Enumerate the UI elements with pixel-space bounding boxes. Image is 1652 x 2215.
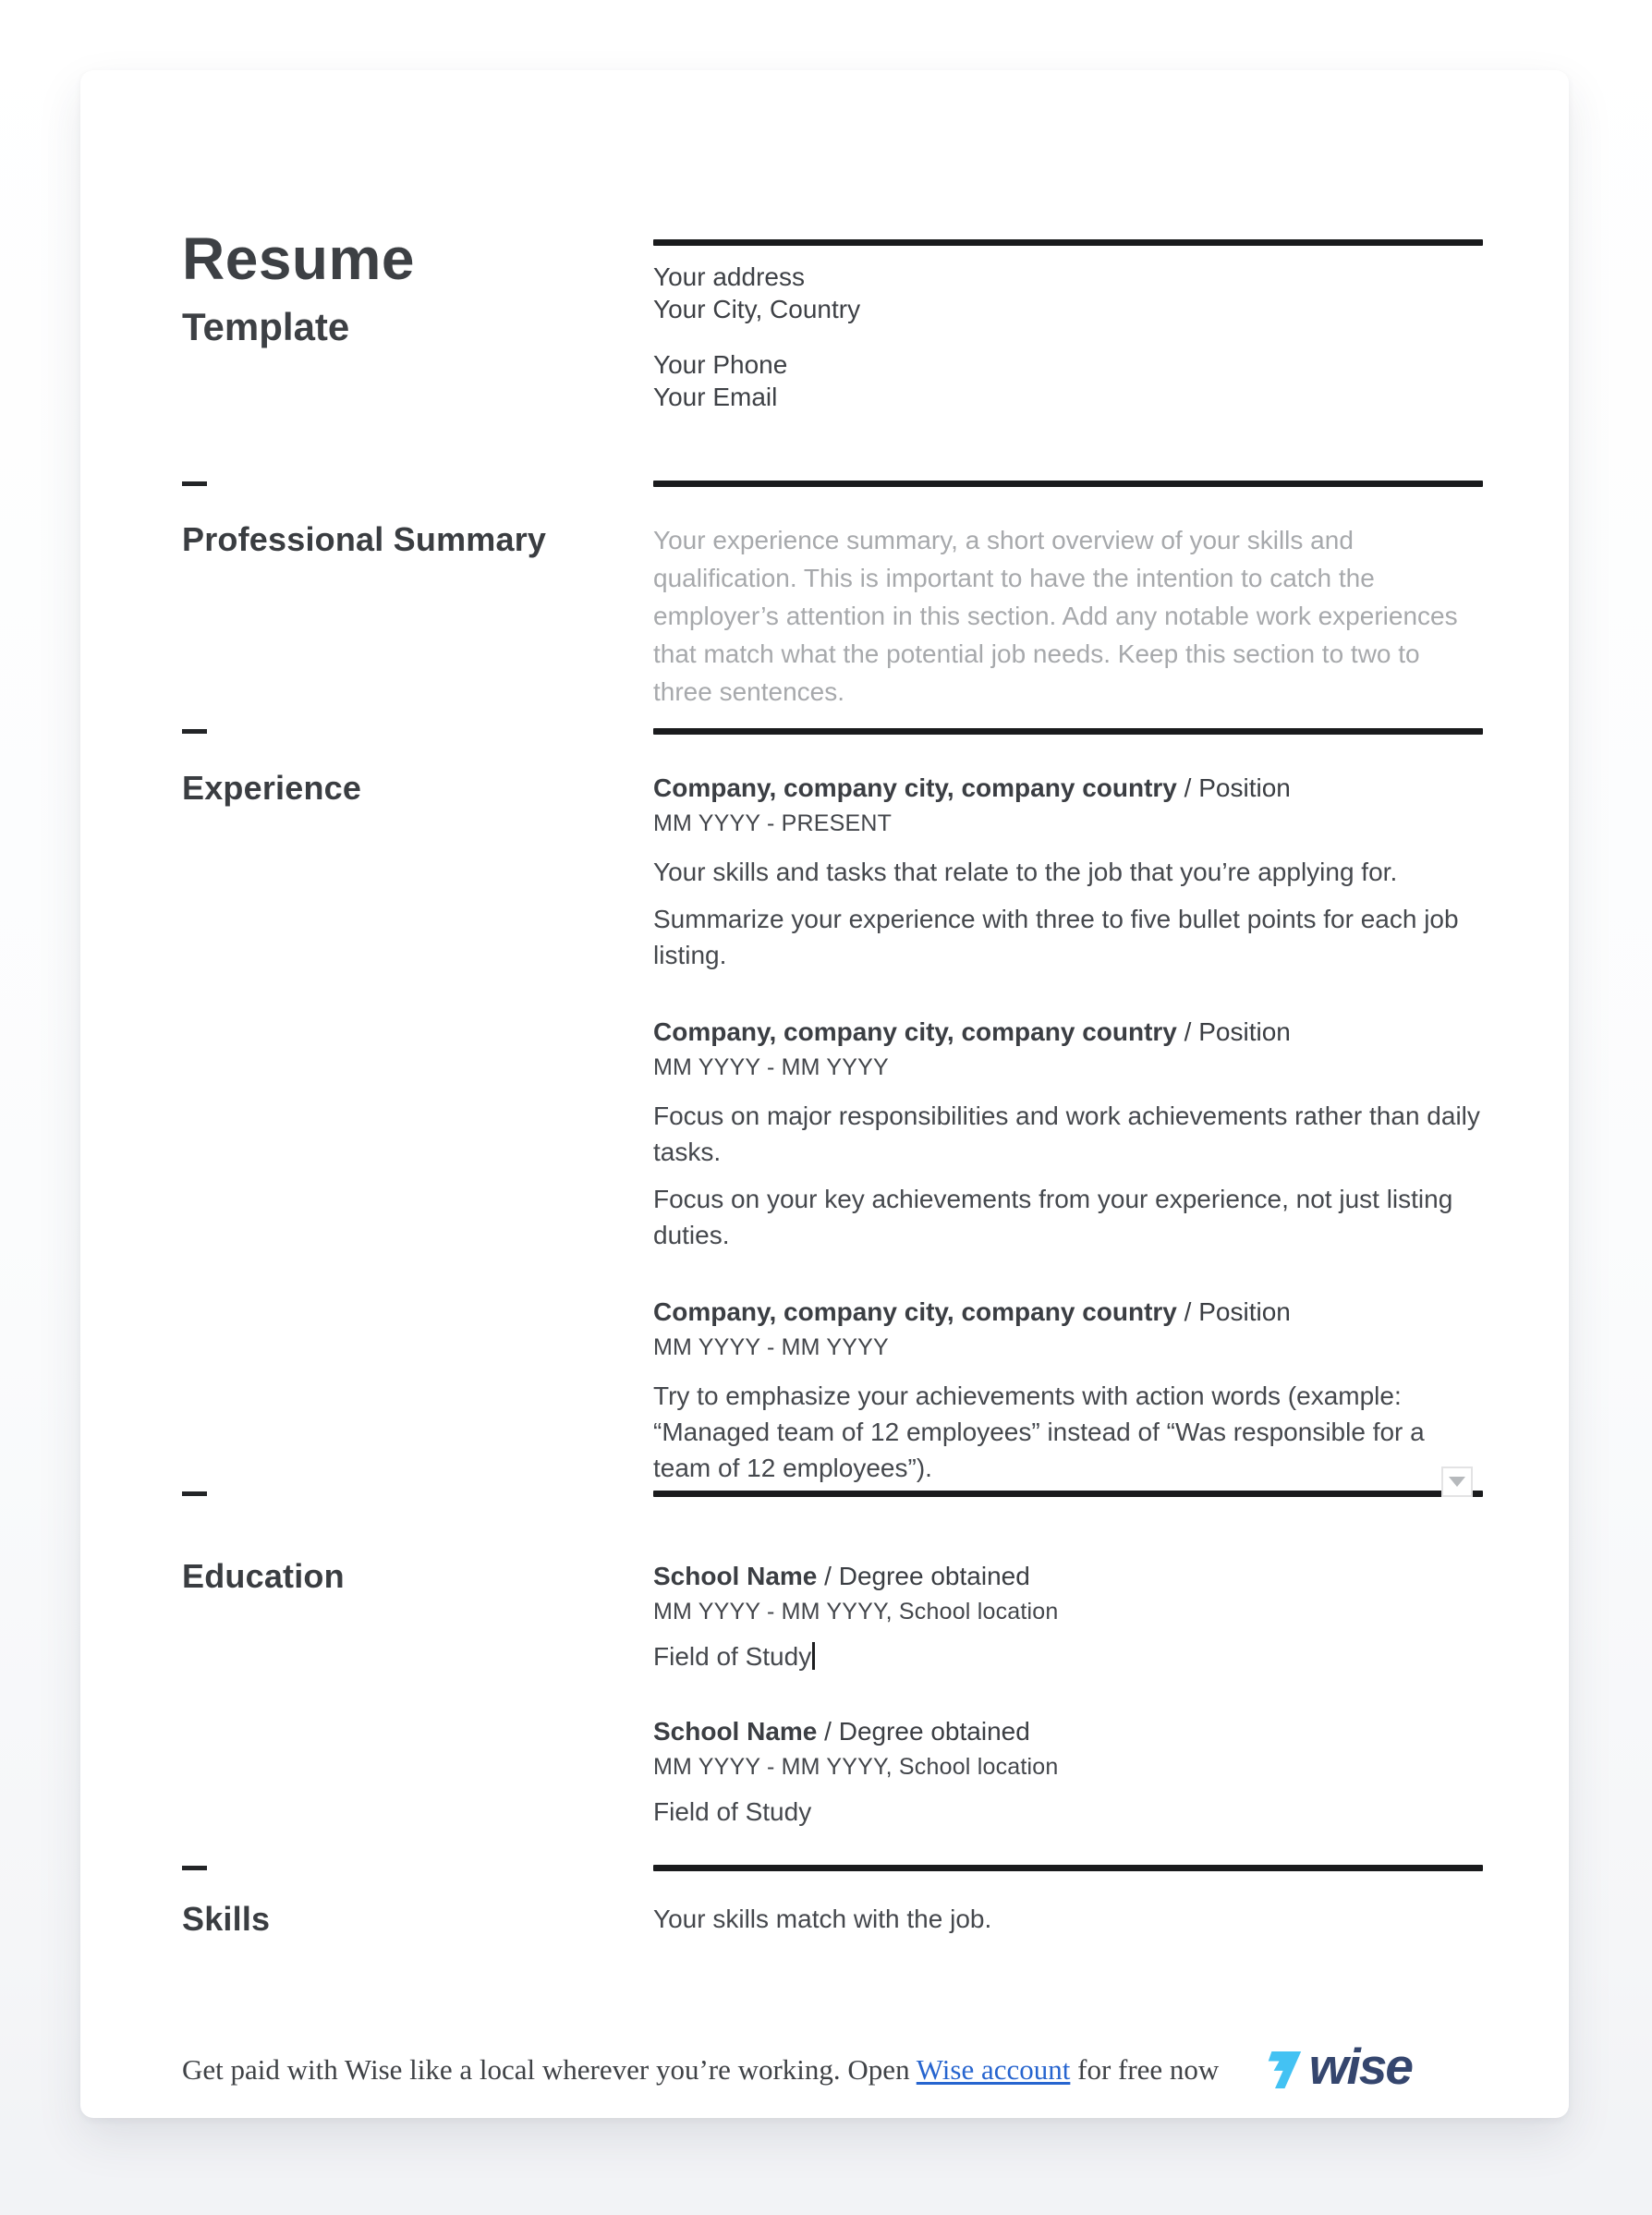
- entry-degree: Degree obtained: [838, 1717, 1030, 1746]
- header-section: [182, 225, 1483, 413]
- entry-title: [653, 1014, 1483, 1050]
- entry-title: [653, 1294, 1483, 1330]
- contact-address: Your address: [653, 262, 805, 291]
- experience-entries: [653, 770, 1483, 1486]
- entry-paragraph: Try to emphasize your achievements with action words (example: “Managed team of 12 employees” instead of “Was responsible for a team of 12 employees”).: [653, 1381, 1425, 1482]
- entry-school: School Name: [653, 1717, 818, 1746]
- entry-paragraph: Your skills and tasks that relate to the job that you’re applying for.: [653, 858, 1398, 886]
- education-section: [182, 1491, 1483, 1830]
- doc-title: Resume: [182, 225, 415, 292]
- entry-separator: /: [1176, 1017, 1199, 1046]
- entry-company: Company, company city, company country: [653, 773, 1177, 802]
- contact-divider-rule: [653, 239, 1483, 246]
- page-bottom-strip: [0, 2119, 1652, 2215]
- contact-city: Your City, Country: [653, 295, 861, 323]
- entry-dates: MM YYYY - MM YYYY, School location: [653, 1754, 1059, 1780]
- summary-placeholder-text: Your experience summary, a short overview of your skills and qualification. This is important to have the intention to catch the employer’s attention in this section. Add any notable work experiences that match what the potential job needs. Keep this section to two to three sentences.: [653, 526, 1458, 706]
- entry-paragraph: Summarize your experience with three to five bullet points for each job listing.: [653, 905, 1459, 969]
- education-entries: [653, 1558, 1483, 1830]
- experience-entry: [653, 770, 1483, 973]
- entry-position: Position: [1198, 1017, 1291, 1046]
- wise-account-link[interactable]: Wise account: [916, 2052, 1071, 2086]
- entry-dates: MM YYYY - MM YYYY, School location: [653, 1599, 1059, 1625]
- entry-separator: /: [1176, 1297, 1199, 1326]
- summary-divider-rule: [653, 481, 1483, 487]
- education-entry: [653, 1558, 1483, 1674]
- entry-paragraph: Focus on major responsibilities and work achievements rather than daily tasks.: [653, 1101, 1480, 1166]
- skills-text: Your skills match with the job.: [653, 1905, 992, 1933]
- entry-title: [653, 1713, 1483, 1749]
- entry-title: [653, 1558, 1483, 1594]
- section-dash: [182, 1866, 207, 1870]
- contact-block: [653, 261, 1483, 413]
- resume-document-card: [80, 70, 1569, 2118]
- entry-position: Position: [1198, 1297, 1291, 1326]
- experience-section: [182, 728, 1483, 1486]
- dropdown-chip[interactable]: [1441, 1467, 1473, 1497]
- summary-section: [182, 481, 1483, 711]
- education-heading: Education: [182, 1557, 345, 1595]
- entry-field: Field of Study: [653, 1638, 1483, 1674]
- entry-dates: MM YYYY - PRESENT: [653, 810, 893, 836]
- contact-email: Your Email: [653, 383, 778, 411]
- entry-company: Company, company city, company country: [653, 1017, 1177, 1046]
- entry-dates: MM YYYY - MM YYYY: [653, 1054, 889, 1080]
- entry-title: [653, 770, 1483, 806]
- entry-paragraph: Focus on your key achievements from your experience, not just listing duties.: [653, 1185, 1453, 1249]
- experience-heading: Experience: [182, 769, 362, 807]
- entry-dates: MM YYYY - MM YYYY: [653, 1334, 889, 1360]
- entry-company: Company, company city, company country: [653, 1297, 1177, 1326]
- entry-separator: /: [817, 1562, 839, 1590]
- wise-logo: [1266, 2038, 1483, 2095]
- footer-text: Get paid with Wise like a local wherever you’re working. Open Wise account for free now: [182, 2052, 1220, 2086]
- experience-entry: [653, 1014, 1483, 1253]
- section-dash: [182, 1491, 207, 1496]
- skills-heading: Skills: [182, 1900, 271, 1938]
- contact-phone: Your Phone: [653, 350, 788, 379]
- entry-separator: /: [817, 1717, 839, 1746]
- entry-separator: /: [1176, 773, 1199, 802]
- skills-section: [182, 1865, 1483, 1939]
- entry-school: School Name: [653, 1562, 818, 1590]
- experience-entry: [653, 1294, 1483, 1486]
- skills-divider-rule: [653, 1865, 1483, 1871]
- chevron-down-icon: [1449, 1477, 1465, 1487]
- footer: [182, 2038, 1483, 2095]
- entry-position: Position: [1198, 773, 1291, 802]
- wise-flag-icon: [1266, 2050, 1303, 2090]
- education-divider-rule: [653, 1491, 1483, 1497]
- summary-heading: Professional Summary: [182, 520, 547, 558]
- wise-wordmark: wise: [1308, 2038, 1412, 2095]
- entry-degree: Degree obtained: [838, 1562, 1030, 1590]
- entry-field: Field of Study: [653, 1797, 812, 1826]
- experience-divider-rule: [653, 728, 1483, 735]
- section-dash: [182, 729, 207, 734]
- section-dash: [182, 481, 207, 486]
- text-cursor: [812, 1642, 815, 1670]
- education-entry: [653, 1713, 1483, 1830]
- doc-subtitle: Template: [182, 304, 350, 348]
